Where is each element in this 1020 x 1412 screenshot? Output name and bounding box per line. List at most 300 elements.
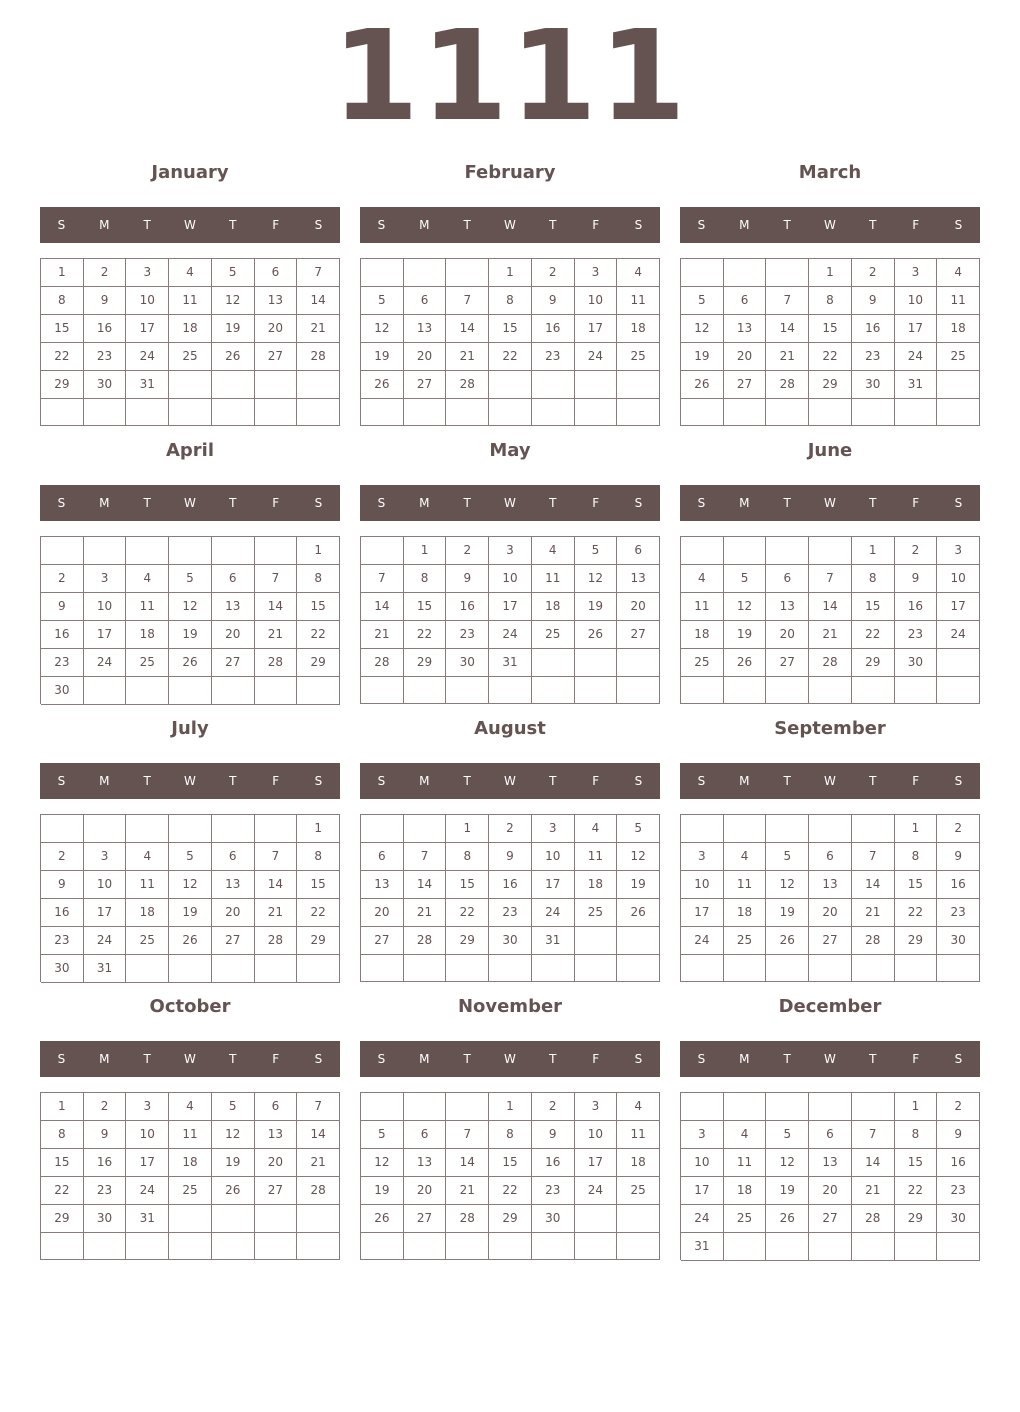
- day-cell: 23: [895, 621, 938, 649]
- day-cell: 3: [126, 1093, 169, 1121]
- day-cell: [895, 677, 938, 704]
- day-cell: 6: [212, 843, 255, 871]
- weekday-label: T: [869, 774, 877, 788]
- weekday-label: W: [824, 496, 836, 510]
- day-cell: 12: [575, 565, 618, 593]
- day-cell: 7: [404, 843, 447, 871]
- month-name: September: [774, 718, 886, 739]
- day-cell: 11: [724, 1149, 767, 1177]
- day-cell: 1: [297, 815, 340, 843]
- day-cell: 4: [617, 1093, 660, 1121]
- day-cell: 8: [489, 287, 532, 315]
- day-cell: 30: [446, 649, 489, 677]
- day-cell: 8: [297, 843, 340, 871]
- day-cell: 22: [297, 621, 340, 649]
- day-cell: 10: [84, 871, 127, 899]
- day-cell: 18: [126, 899, 169, 927]
- day-cell: 10: [895, 287, 938, 315]
- day-cell: [809, 1093, 852, 1121]
- day-cell: [169, 1233, 212, 1260]
- day-cell: 4: [169, 259, 212, 287]
- weekday-label: S: [634, 218, 643, 232]
- weekday-label: F: [592, 774, 600, 788]
- day-cell: 11: [617, 287, 660, 315]
- day-cell: 1: [297, 537, 340, 565]
- day-cell: 16: [84, 1149, 127, 1177]
- day-cell: 18: [575, 871, 618, 899]
- day-cell: 19: [169, 899, 212, 927]
- day-cell: 28: [404, 927, 447, 955]
- day-cell: 22: [41, 343, 84, 371]
- weekday-label: T: [783, 1052, 791, 1066]
- day-cell: 14: [361, 593, 404, 621]
- day-cell: 31: [532, 927, 575, 955]
- day-cell: 8: [852, 565, 895, 593]
- day-cell: [212, 1205, 255, 1233]
- day-cell: 11: [937, 287, 980, 315]
- weekday-label: M: [739, 496, 750, 510]
- day-cell: 17: [532, 871, 575, 899]
- day-cell: 5: [766, 1121, 809, 1149]
- day-cell: 19: [361, 1177, 404, 1205]
- day-cell: 26: [212, 1177, 255, 1205]
- day-cell: 27: [809, 1205, 852, 1233]
- day-cell: 12: [169, 593, 212, 621]
- day-cell: 17: [126, 315, 169, 343]
- day-cell: 5: [617, 815, 660, 843]
- day-cell: [575, 1233, 618, 1260]
- day-cell: [361, 399, 404, 426]
- day-cell: 31: [681, 1233, 724, 1261]
- month-name: February: [464, 162, 556, 183]
- day-cell: 23: [41, 649, 84, 677]
- day-cell: 17: [84, 899, 127, 927]
- weekday-header: [680, 485, 980, 521]
- weekday-label: T: [463, 218, 471, 232]
- day-cell: 17: [489, 593, 532, 621]
- day-cell: 14: [404, 871, 447, 899]
- weekday-label: T: [143, 218, 151, 232]
- day-cell: 6: [404, 287, 447, 315]
- day-cell: [809, 1233, 852, 1261]
- day-cell: 18: [617, 1149, 660, 1177]
- day-cell: [169, 955, 212, 983]
- day-cell: 6: [212, 565, 255, 593]
- weekday-label: M: [99, 496, 110, 510]
- day-cell: 18: [169, 315, 212, 343]
- day-cell: 24: [575, 1177, 618, 1205]
- day-cell: 25: [169, 1177, 212, 1205]
- day-cell: [724, 399, 767, 426]
- weekday-label: S: [314, 774, 323, 788]
- day-cell: 22: [297, 899, 340, 927]
- day-cell: [937, 371, 980, 399]
- day-cell: 15: [297, 593, 340, 621]
- weekday-label: T: [143, 496, 151, 510]
- day-cell: 7: [255, 565, 298, 593]
- day-cell: [41, 399, 84, 426]
- day-cell: [212, 1233, 255, 1260]
- day-cell: 3: [532, 815, 575, 843]
- day-cell: [169, 677, 212, 705]
- weekday-label: S: [697, 774, 706, 788]
- day-cell: [681, 955, 724, 982]
- day-cell: 13: [809, 871, 852, 899]
- days-grid: [40, 814, 340, 982]
- day-cell: 26: [681, 371, 724, 399]
- day-cell: 17: [575, 315, 618, 343]
- day-cell: 11: [126, 593, 169, 621]
- weekday-label: W: [504, 218, 516, 232]
- weekday-label: T: [869, 1052, 877, 1066]
- weekday-label: S: [377, 496, 386, 510]
- day-cell: [852, 1093, 895, 1121]
- day-cell: 11: [617, 1121, 660, 1149]
- day-cell: 23: [532, 343, 575, 371]
- day-cell: 27: [361, 927, 404, 955]
- day-cell: 16: [937, 871, 980, 899]
- day-cell: 20: [212, 899, 255, 927]
- day-cell: [41, 537, 84, 565]
- day-cell: 24: [489, 621, 532, 649]
- day-cell: 27: [617, 621, 660, 649]
- day-cell: [212, 955, 255, 983]
- day-cell: 21: [852, 1177, 895, 1205]
- day-cell: 21: [446, 343, 489, 371]
- day-cell: 13: [255, 287, 298, 315]
- day-cell: [126, 399, 169, 426]
- day-cell: [724, 955, 767, 982]
- day-cell: [809, 537, 852, 565]
- day-cell: 25: [126, 927, 169, 955]
- weekday-header: [40, 207, 340, 243]
- weekday-label: M: [99, 1052, 110, 1066]
- day-cell: 18: [126, 621, 169, 649]
- weekday-header: [40, 485, 340, 521]
- day-cell: [255, 399, 298, 426]
- day-cell: 24: [84, 649, 127, 677]
- weekday-label: M: [419, 218, 430, 232]
- day-cell: 4: [724, 1121, 767, 1149]
- day-cell: [297, 1205, 340, 1233]
- day-cell: 8: [41, 1121, 84, 1149]
- day-cell: [84, 1233, 127, 1260]
- day-cell: 24: [532, 899, 575, 927]
- month-name: July: [171, 718, 209, 739]
- day-cell: [766, 955, 809, 982]
- day-cell: [361, 677, 404, 704]
- day-cell: 9: [489, 843, 532, 871]
- day-cell: 30: [937, 927, 980, 955]
- day-cell: [617, 955, 660, 982]
- day-cell: 25: [126, 649, 169, 677]
- day-cell: 3: [681, 843, 724, 871]
- day-cell: [532, 399, 575, 426]
- day-cell: 11: [724, 871, 767, 899]
- day-cell: 1: [852, 537, 895, 565]
- day-cell: [84, 399, 127, 426]
- day-cell: [489, 371, 532, 399]
- day-cell: 28: [852, 1205, 895, 1233]
- day-cell: 29: [489, 1205, 532, 1233]
- day-cell: 28: [766, 371, 809, 399]
- day-cell: [766, 1233, 809, 1261]
- day-cell: 27: [212, 649, 255, 677]
- day-cell: [532, 677, 575, 704]
- day-cell: 25: [575, 899, 618, 927]
- day-cell: 21: [297, 315, 340, 343]
- day-cell: 22: [852, 621, 895, 649]
- day-cell: 12: [361, 315, 404, 343]
- day-cell: [169, 537, 212, 565]
- weekday-label: W: [504, 1052, 516, 1066]
- day-cell: 6: [766, 565, 809, 593]
- month-name: June: [807, 440, 853, 461]
- day-cell: 2: [84, 259, 127, 287]
- day-cell: [575, 927, 618, 955]
- day-cell: 28: [297, 1177, 340, 1205]
- day-cell: 15: [446, 871, 489, 899]
- day-cell: 21: [404, 899, 447, 927]
- day-cell: 18: [724, 1177, 767, 1205]
- day-cell: [212, 537, 255, 565]
- day-cell: 22: [41, 1177, 84, 1205]
- day-cell: 13: [361, 871, 404, 899]
- day-cell: 14: [297, 287, 340, 315]
- day-cell: 29: [404, 649, 447, 677]
- weekday-label: T: [463, 774, 471, 788]
- weekday-label: T: [549, 774, 557, 788]
- day-cell: 9: [446, 565, 489, 593]
- weekday-label: M: [739, 218, 750, 232]
- day-cell: 16: [532, 315, 575, 343]
- day-cell: 29: [297, 927, 340, 955]
- day-cell: [404, 1093, 447, 1121]
- day-cell: 22: [895, 899, 938, 927]
- weekday-label: S: [697, 1052, 706, 1066]
- day-cell: 7: [255, 843, 298, 871]
- day-cell: 1: [809, 259, 852, 287]
- day-cell: [809, 399, 852, 426]
- weekday-label: T: [549, 218, 557, 232]
- day-cell: 30: [84, 1205, 127, 1233]
- days-grid: [680, 814, 980, 982]
- day-cell: 29: [41, 1205, 84, 1233]
- day-cell: 24: [84, 927, 127, 955]
- weekday-label: T: [549, 1052, 557, 1066]
- day-cell: [575, 677, 618, 704]
- day-cell: 24: [681, 927, 724, 955]
- day-cell: [84, 537, 127, 565]
- day-cell: [532, 955, 575, 982]
- day-cell: 15: [41, 315, 84, 343]
- day-cell: 16: [41, 621, 84, 649]
- weekday-label: W: [184, 774, 196, 788]
- day-cell: 7: [852, 843, 895, 871]
- day-cell: 27: [724, 371, 767, 399]
- weekday-label: M: [99, 218, 110, 232]
- day-cell: [297, 371, 340, 399]
- day-cell: 11: [575, 843, 618, 871]
- day-cell: 15: [852, 593, 895, 621]
- day-cell: 28: [809, 649, 852, 677]
- day-cell: 17: [895, 315, 938, 343]
- day-cell: 31: [895, 371, 938, 399]
- day-cell: [937, 1233, 980, 1261]
- day-cell: 1: [41, 1093, 84, 1121]
- weekday-label: T: [783, 774, 791, 788]
- day-cell: 9: [532, 1121, 575, 1149]
- day-cell: 15: [489, 1149, 532, 1177]
- weekday-label: W: [504, 774, 516, 788]
- weekday-label: M: [739, 774, 750, 788]
- day-cell: [212, 677, 255, 705]
- day-cell: 6: [724, 287, 767, 315]
- day-cell: 8: [895, 843, 938, 871]
- weekday-label: M: [419, 496, 430, 510]
- weekday-label: M: [99, 774, 110, 788]
- day-cell: 13: [724, 315, 767, 343]
- day-cell: [617, 677, 660, 704]
- day-cell: [361, 815, 404, 843]
- day-cell: 18: [617, 315, 660, 343]
- day-cell: 11: [126, 871, 169, 899]
- day-cell: 12: [766, 871, 809, 899]
- day-cell: 23: [84, 343, 127, 371]
- day-cell: [212, 815, 255, 843]
- day-cell: 13: [766, 593, 809, 621]
- day-cell: [361, 1093, 404, 1121]
- day-cell: 19: [724, 621, 767, 649]
- day-cell: 17: [681, 899, 724, 927]
- day-cell: [766, 815, 809, 843]
- day-cell: 21: [297, 1149, 340, 1177]
- day-cell: 7: [809, 565, 852, 593]
- day-cell: [126, 1233, 169, 1260]
- day-cell: 18: [724, 899, 767, 927]
- day-cell: [617, 927, 660, 955]
- day-cell: [724, 1233, 767, 1261]
- day-cell: 16: [937, 1149, 980, 1177]
- day-cell: 23: [41, 927, 84, 955]
- day-cell: 25: [617, 343, 660, 371]
- day-cell: 24: [681, 1205, 724, 1233]
- day-cell: [404, 955, 447, 982]
- day-cell: 15: [895, 1149, 938, 1177]
- day-cell: 10: [681, 1149, 724, 1177]
- day-cell: [766, 399, 809, 426]
- day-cell: 28: [446, 371, 489, 399]
- month-name: March: [798, 162, 862, 183]
- day-cell: [617, 1233, 660, 1260]
- day-cell: [575, 955, 618, 982]
- day-cell: 9: [937, 843, 980, 871]
- day-cell: [724, 1093, 767, 1121]
- day-cell: 17: [681, 1177, 724, 1205]
- day-cell: [212, 399, 255, 426]
- day-cell: [404, 1233, 447, 1260]
- day-cell: 22: [895, 1177, 938, 1205]
- day-cell: 20: [724, 343, 767, 371]
- day-cell: 10: [937, 565, 980, 593]
- month-name: December: [778, 996, 882, 1017]
- day-cell: 14: [255, 593, 298, 621]
- day-cell: 29: [446, 927, 489, 955]
- day-cell: 24: [575, 343, 618, 371]
- day-cell: 12: [766, 1149, 809, 1177]
- day-cell: [489, 955, 532, 982]
- day-cell: 23: [532, 1177, 575, 1205]
- weekday-label: S: [377, 1052, 386, 1066]
- day-cell: 5: [681, 287, 724, 315]
- day-cell: 2: [84, 1093, 127, 1121]
- day-cell: 6: [809, 843, 852, 871]
- day-cell: 31: [126, 371, 169, 399]
- weekday-label: M: [419, 1052, 430, 1066]
- day-cell: 3: [84, 843, 127, 871]
- day-cell: 7: [361, 565, 404, 593]
- day-cell: 29: [809, 371, 852, 399]
- days-grid: [40, 536, 340, 704]
- day-cell: 6: [255, 1093, 298, 1121]
- day-cell: 6: [617, 537, 660, 565]
- day-cell: 21: [446, 1177, 489, 1205]
- day-cell: [809, 815, 852, 843]
- day-cell: 6: [361, 843, 404, 871]
- day-cell: 4: [169, 1093, 212, 1121]
- day-cell: [852, 1233, 895, 1261]
- weekday-label: S: [314, 496, 323, 510]
- day-cell: 15: [895, 871, 938, 899]
- day-cell: 10: [489, 565, 532, 593]
- day-cell: 3: [489, 537, 532, 565]
- day-cell: 13: [404, 1149, 447, 1177]
- day-cell: 26: [169, 649, 212, 677]
- weekday-label: F: [272, 218, 280, 232]
- day-cell: 22: [809, 343, 852, 371]
- weekday-label: T: [869, 218, 877, 232]
- weekday-label: S: [634, 1052, 643, 1066]
- day-cell: 11: [532, 565, 575, 593]
- day-cell: 13: [809, 1149, 852, 1177]
- day-cell: 17: [84, 621, 127, 649]
- day-cell: 21: [361, 621, 404, 649]
- day-cell: 8: [895, 1121, 938, 1149]
- weekday-header: [360, 1041, 660, 1077]
- day-cell: [681, 259, 724, 287]
- day-cell: 18: [532, 593, 575, 621]
- day-cell: 19: [212, 315, 255, 343]
- day-cell: 26: [766, 927, 809, 955]
- day-cell: 22: [404, 621, 447, 649]
- day-cell: [766, 1093, 809, 1121]
- day-cell: 20: [404, 1177, 447, 1205]
- day-cell: 28: [297, 343, 340, 371]
- day-cell: 6: [809, 1121, 852, 1149]
- day-cell: 7: [297, 1093, 340, 1121]
- day-cell: 20: [809, 1177, 852, 1205]
- day-cell: 10: [575, 287, 618, 315]
- day-cell: 28: [852, 927, 895, 955]
- day-cell: [724, 815, 767, 843]
- day-cell: [126, 955, 169, 983]
- day-cell: 5: [575, 537, 618, 565]
- day-cell: 20: [255, 1149, 298, 1177]
- day-cell: 19: [617, 871, 660, 899]
- weekday-label: S: [954, 496, 963, 510]
- days-grid: [360, 1092, 660, 1260]
- day-cell: 31: [489, 649, 532, 677]
